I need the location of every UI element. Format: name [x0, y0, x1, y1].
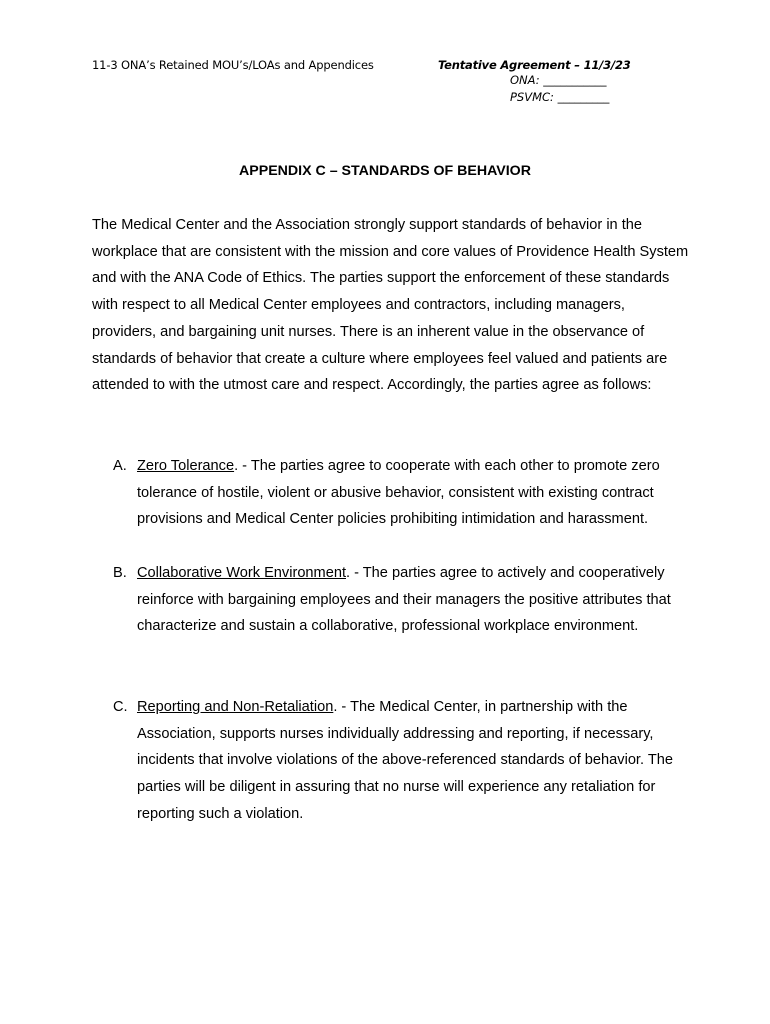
list-item-text: . - The parties agree to cooperate with each other to promote zero tolerance of hostile, violent or abusive behavior, consistent with existing contract provisions and Medical Center policies prohibiting intimidation and harassment.	[137, 458, 660, 528]
list-item-text: . - The Medical Center, in partnership with the Association, supports nurses individually addressing and reporting, if necessary, incidents that involve violations of the above-referenced standards of behavior. The parties will be diligent in assuring that no nurse will experience any retaliation for reporting such a violation.	[137, 699, 673, 822]
list-item-heading: Zero Tolerance	[137, 458, 235, 474]
list-item-letter: B.	[113, 565, 127, 581]
psvmc-initials-line: PSVMC: _________	[510, 90, 610, 104]
list-item-body	[137, 694, 693, 828]
ona-initials-line: ONA: ___________	[510, 73, 607, 87]
list-item-body	[137, 453, 693, 533]
list-item-heading: Collaborative Work Environment	[137, 565, 346, 581]
list-item-zero-tolerance	[113, 453, 693, 533]
list-item-heading: Reporting and Non-Retaliation	[137, 699, 334, 715]
intro-paragraph: The Medical Center and the Association strongly support standards of behavior in the workplace that are consistent with the mission and core values of Providence Health System and with the ANA Code of Ethics. The parties support the enforcement of these standards with respect to all Medical Center employees and contractors, including managers, providers, and bargaining unit nurses. There is an inherent value in the observance of standards of behavior that create a culture where employees feel valued and patients are attended to with the utmost care and respect. Accordingly, the parties agree as follows:	[92, 217, 689, 394]
page-title: APPENDIX C – STANDARDS OF BEHAVIOR	[239, 163, 531, 179]
list-item-letter: A.	[113, 458, 127, 474]
list-item-body	[137, 560, 693, 640]
tentative-agreement-date: Tentative Agreement – 11/3/23	[438, 58, 631, 72]
header-agreement-block	[438, 58, 638, 106]
list-item-letter: C.	[113, 699, 128, 715]
list-item-reporting-non-retaliation	[113, 694, 693, 828]
list-item-collaborative-work-environment	[113, 560, 693, 640]
list-item-text: . - The parties agree to actively and cooperatively reinforce with bargaining employees and their managers the positive attributes that characterize and sustain a collaborative, professional workplace environment.	[137, 565, 671, 635]
header-document-reference: 11-3 ONA’s Retained MOU’s/LOAs and Appendices	[92, 58, 374, 72]
